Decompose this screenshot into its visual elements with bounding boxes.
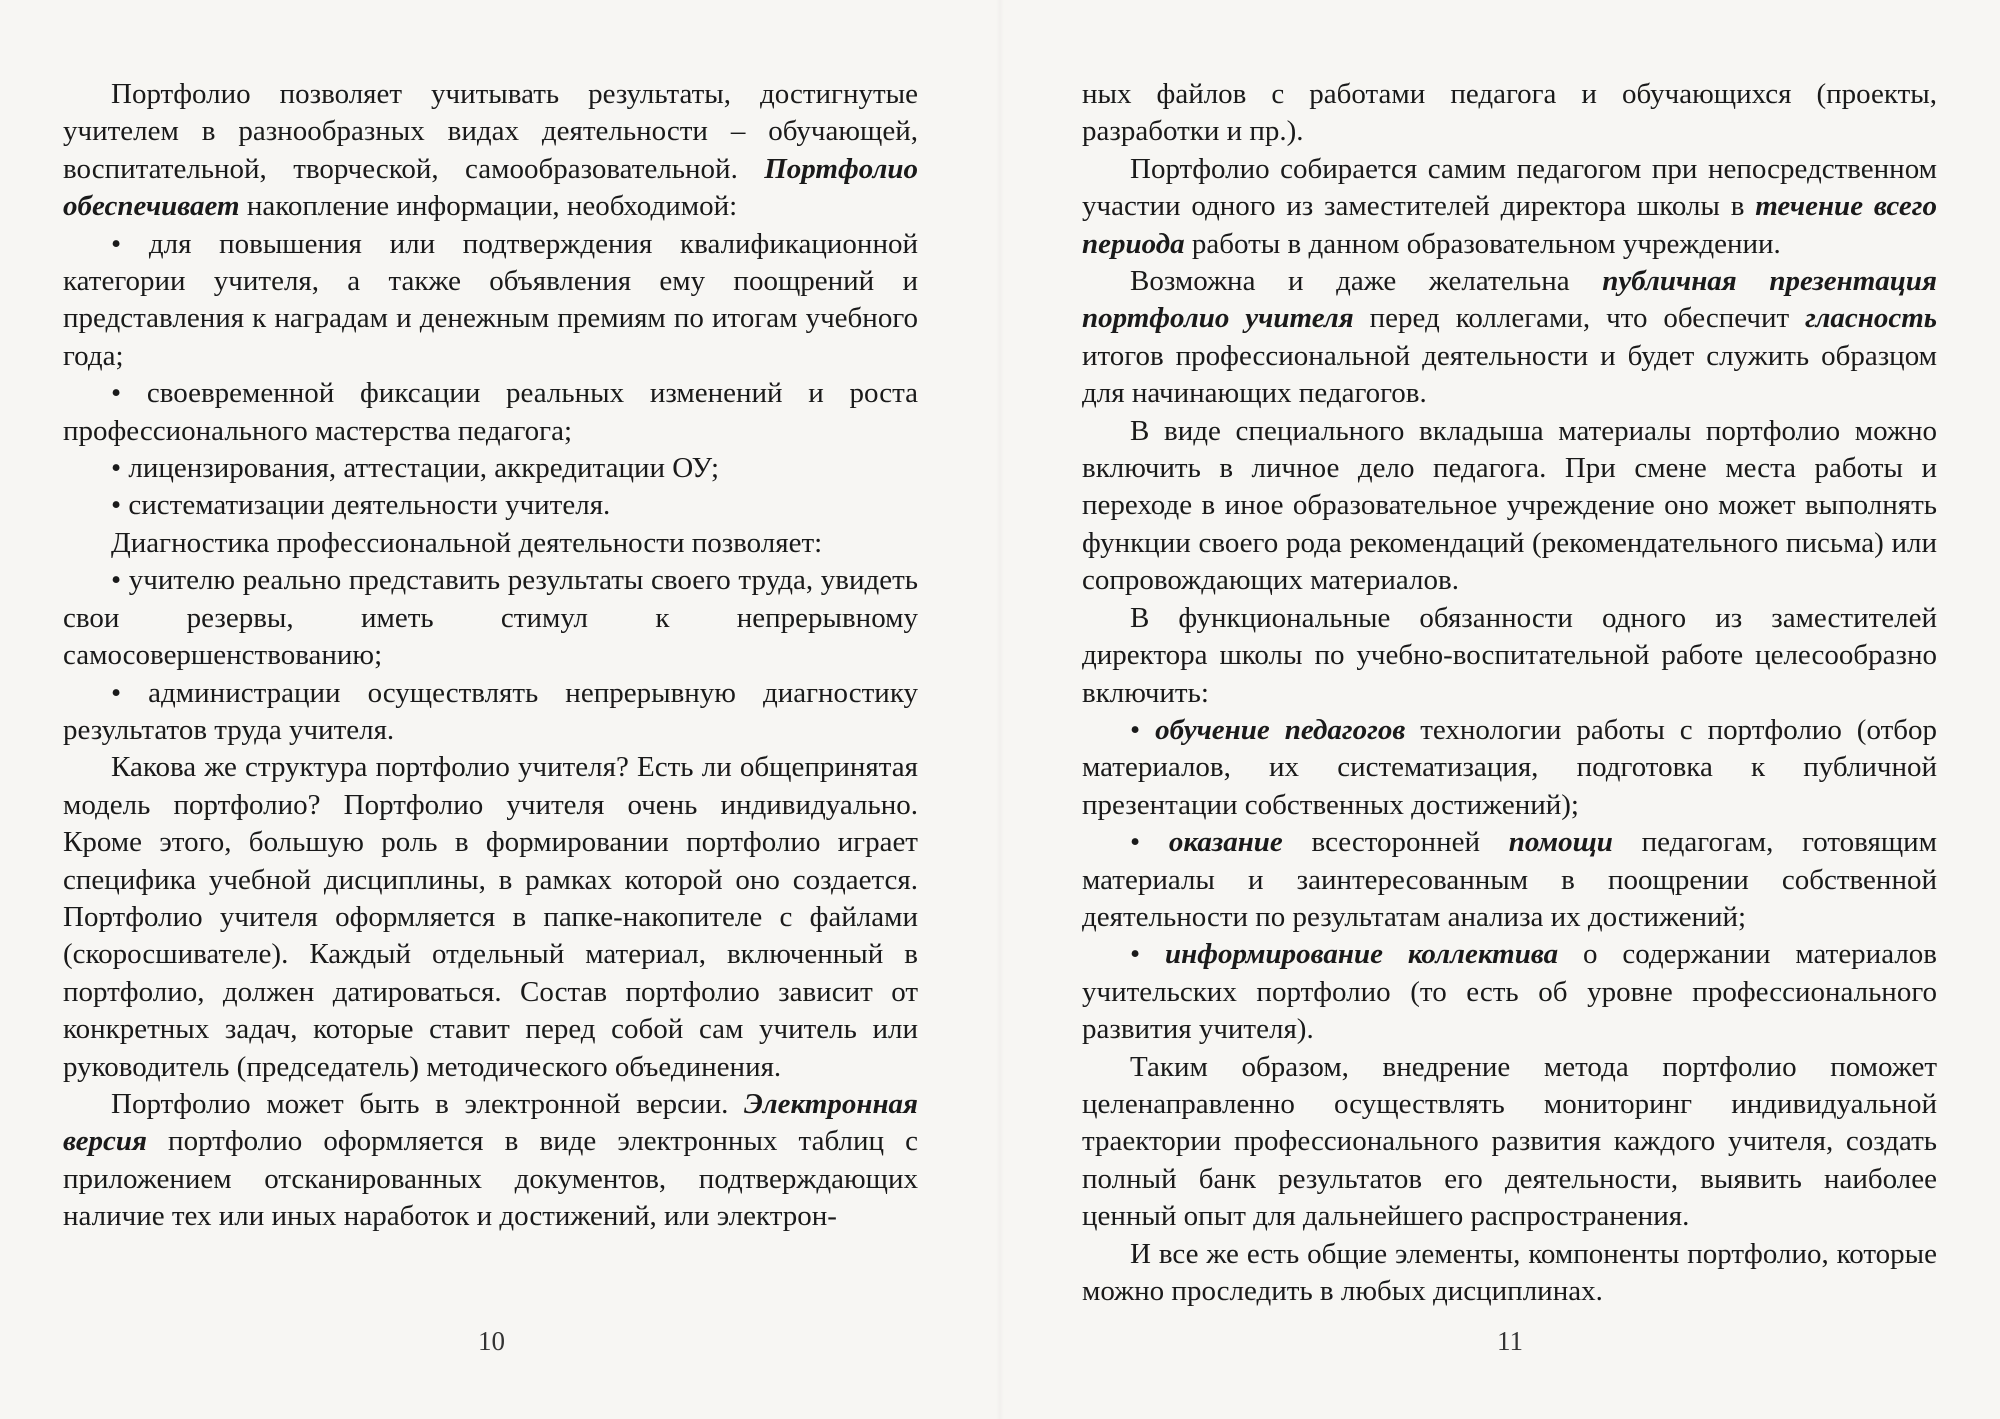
page-number: 10 [478,1326,505,1356]
paragraph: Портфолио может быть в электронной версии. Электронная версия портфолио оформляется в виде электронных таблиц с приложением отсканированных документов, подтверждающих наличие тех или иных наработок и достижений, или электрон- [63,1087,918,1233]
paragraph: В функциональные обязанности одного из заместителей директора школы по учебно-воспитательной работе целесообразно включить: [1082,601,1937,709]
right-page [1000,0,2000,1419]
paragraph: И все же есть общие элементы, компоненты портфолио, которые можно проследить в любых дисциплинах. [1082,1237,1937,1307]
right-page-text [1082,76,1937,1310]
list-item: • своевременной фиксации реальных изменений и роста профессионального мастерства педагога; [63,377,918,447]
emphasis: Портфолио обеспечивает [63,152,918,223]
list-item: • информирование коллектива о содержании материалов учительских портфолио (то есть об уровне профессионального развития учителя). [1082,938,1937,1046]
emphasis: публичная презентация портфолио учителя [1082,265,1937,335]
emphasis: помощи [1508,826,1613,859]
paragraph: В виде специального вкладыша материалы портфолио можно включить в личное дело педагога. При смене места работы и переходе в иное образовательное учреждение оно может выполнять функции своего рода рекомендаций (рекомендательного письма) или сопровождающих материалов. [1082,414,1937,597]
left-page-text [63,76,918,1236]
list-item: • лицензирования, аттестации, аккредитации ОУ; [111,452,720,485]
list-item: • учителю реально представить результаты своего труда, увидеть свои резервы, иметь стимул к непрерывному самосовершенствованию; [63,564,918,672]
list-item: • систематизации деятельности учителя. [111,489,611,522]
paragraph: Портфолио позволяет учитывать результаты, достигнутые учителем в разнообразных видах деятельности – обучающей, воспитательной, творческой, самообразовательной. Портфолио обеспечивает накопление информации, необходимой: [63,78,918,223]
paragraph-continuation: ных файлов с работами педагога и обучающихся (проекты, разработки и пр.). [1082,78,1937,148]
emphasis: Электронная версия [63,1087,918,1158]
list-item: • обучение педагогов технологии работы с портфолио (отбор материалов, их систематизация, подготовка к публичной презентации собственных достижений); [1082,713,1937,821]
emphasis: течение всего периода [1082,190,1937,260]
paragraph: Портфолио собирается самим педагогом при непосредственном участии одного из заместителей директора школы в течение всего периода работы в данном образовательном учреждении. [1082,152,1937,260]
paragraph: Возможна и даже желательна публичная презентация портфолио учителя перед коллегами, что обеспечит гласность итогов профессиональной деятельности и будет служить образцом для начинающих педагогов. [1082,265,1938,410]
paragraph: Таким образом, внедрение метода портфолио поможет целенаправленно осуществлять мониторинг индивидуальной траектории профессионального развития каждого учителя, создать полный банк результатов его деятельности, выявить наиболее ценный опыт для дальнейшего распространения. [1082,1050,1937,1233]
list-item: • оказание всесторонней помощи педагогам, готовящим материалы и заинтересованным в поощрении собственной деятельности по результатам анализа их достижений; [1082,826,1938,933]
page-number: 11 [1497,1326,1523,1356]
emphasis: информирование коллектива [1165,938,1559,971]
emphasis: обучение педагогов [1155,713,1406,746]
emphasis: гласность [1805,302,1938,335]
paragraph: Какова же структура портфолио учителя? Есть ли общепринятая модель портфолио? Портфолио учителя очень индивидуально. Кроме этого, большую роль в формировании портфолио играет специфика учебной дисциплины, в рамках которой оно создается. Портфолио учителя оформляется в папке-накопителе с файлами (скоросшивателе). Каждый отдельный материал, включенный в портфолио, должен датироваться. Состав портфолио зависит от конкретных задач, которые ставит перед собой сам учитель или руководитель (председатель) методического объединения. [63,751,918,1083]
list-item: • для повышения или подтверждения квалификационной категории учителя, а также объявления ему поощрений и представления к наградам и денежным премиям по итогам учебного года; [63,227,918,372]
emphasis: оказание [1168,826,1283,859]
list-item: • администрации осуществлять непрерывную диагностику результатов труда учителя. [63,676,918,746]
paragraph: Диагностика профессиональной деятельности позволяет: [111,526,823,559]
